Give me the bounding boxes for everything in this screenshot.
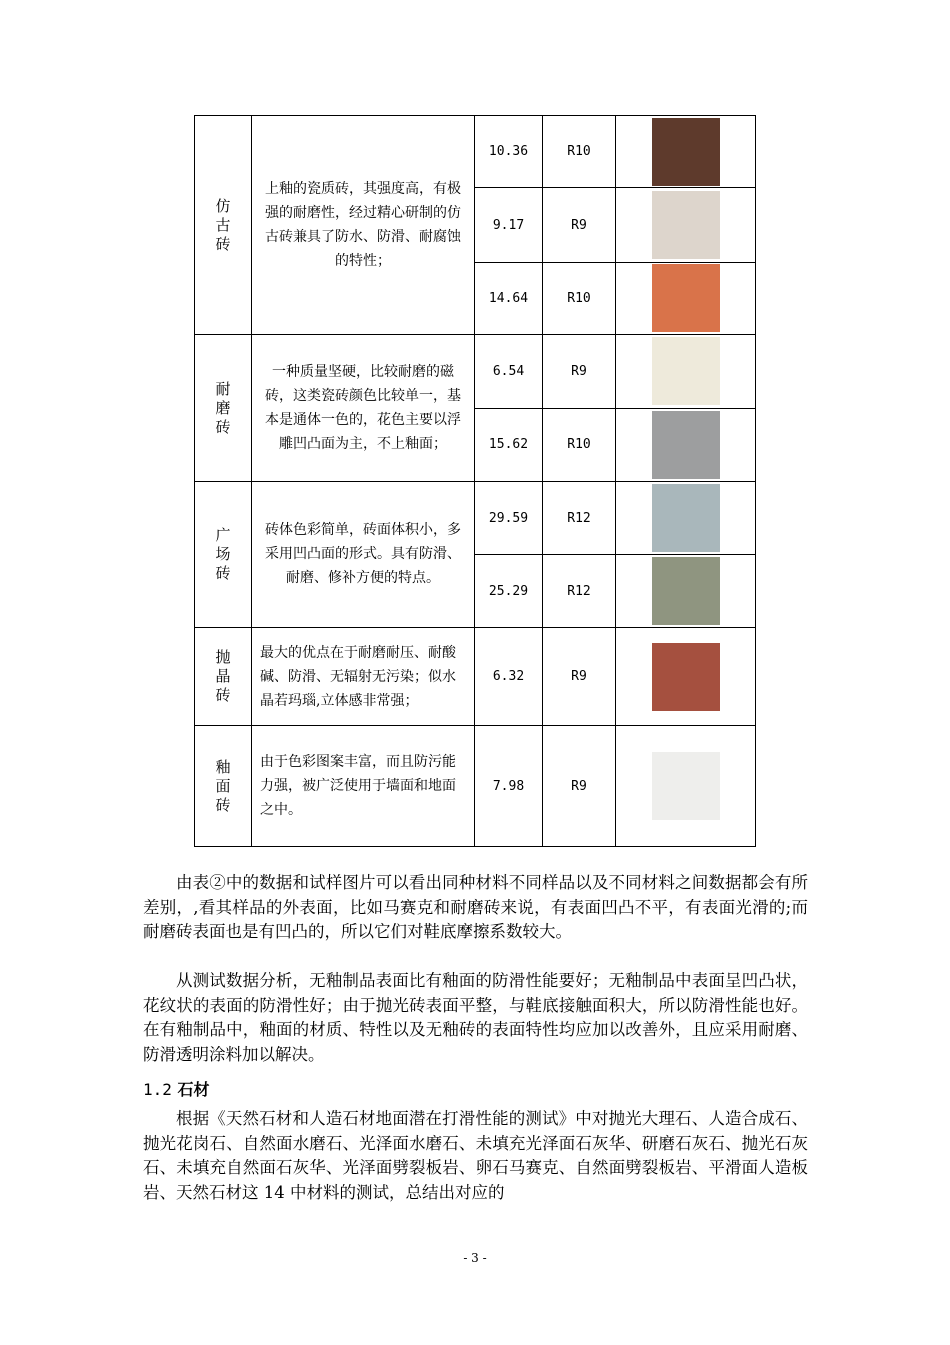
tile-description: 由于色彩图案丰富，而且防污能力强，被广泛使用于墙面和地面之中。 xyxy=(260,754,456,819)
friction-value: 15.62 xyxy=(475,408,543,481)
tile-type-label: 广场砖 xyxy=(215,525,231,582)
tile-sample-image xyxy=(652,118,720,186)
tile-type-label: 仿古砖 xyxy=(215,196,231,253)
tile-data-table xyxy=(194,115,756,847)
tile-sample-image xyxy=(652,643,720,711)
section-number: 1.2 xyxy=(143,1080,172,1099)
tile-description-cell xyxy=(252,116,475,335)
sample-image-cell xyxy=(616,408,756,481)
sample-image-cell xyxy=(616,627,756,726)
friction-value: 6.54 xyxy=(475,335,543,408)
slip-grade: R10 xyxy=(543,408,616,481)
tile-type-label: 釉面砖 xyxy=(215,757,231,814)
tile-type-cell xyxy=(195,481,252,627)
paragraph-3: 根据《天然石材和人造石材地面潜在打滑性能的测试》中对抛光大理石、人造合成石、抛光花岗石、自然面水磨石、光泽面水磨石、未填充光泽面石灰华、研磨石灰石、抛光石灰石、未填充自然面石灰华、光泽面劈裂板岩、卵石马赛克、自然面劈裂板岩、平滑面人造板岩、天然石材这 14 中材料的测试，总结出对应的 xyxy=(143,1109,808,1202)
tile-sample-image xyxy=(652,557,720,625)
friction-value: 25.29 xyxy=(475,555,543,627)
table-row xyxy=(195,627,756,726)
tile-description: 一种质量坚硬，比较耐磨的磁砖，这类瓷砖颜色比较单一，基本是通体一色的，花色主要以浮雕凹凸面为主，不上釉面； xyxy=(265,364,461,453)
tile-description-cell xyxy=(252,481,475,627)
slip-grade: R10 xyxy=(543,262,616,334)
paragraph-1: 由表②中的数据和试样图片可以看出同种材料不同样品以及不同材料之间数据都会有所差别，,看其样品的外表面，比如马赛克和耐磨砖来说，有表面凹凸不平，有表面光滑的;而耐磨砖表面也是有凹凸的，所以它们对鞋底摩擦系数较大。 xyxy=(143,873,808,941)
tile-sample-image xyxy=(652,484,720,552)
sample-image-cell xyxy=(616,116,756,188)
tile-description: 砖体色彩简单，砖面体积小，多采用凹凸面的形式。具有防滑、耐磨、修补方便的特点。 xyxy=(265,522,461,587)
slip-grade: R10 xyxy=(543,116,616,188)
tile-type-cell xyxy=(195,116,252,335)
slip-grade: R9 xyxy=(543,188,616,262)
friction-value: 10.36 xyxy=(475,116,543,188)
tile-description: 最大的优点在于耐磨耐压、耐酸碱、防滑、无辐射无污染；似水晶若玛瑙,立体感非常强； xyxy=(260,644,456,709)
tile-type-label: 耐磨砖 xyxy=(215,379,231,436)
tile-description-cell xyxy=(252,627,475,726)
tile-type-label: 抛晶砖 xyxy=(215,648,231,705)
slip-grade: R12 xyxy=(543,555,616,627)
tile-sample-image xyxy=(652,191,720,259)
slip-grade: R9 xyxy=(543,726,616,847)
sample-image-cell xyxy=(616,262,756,334)
section-title: 石材 xyxy=(177,1080,210,1099)
tile-type-cell xyxy=(195,726,252,847)
sample-image-cell xyxy=(616,188,756,262)
friction-value: 7.98 xyxy=(475,726,543,847)
slip-grade: R9 xyxy=(543,627,616,726)
sample-image-cell xyxy=(616,555,756,627)
tile-description-cell xyxy=(252,726,475,847)
table-row xyxy=(195,481,756,554)
tile-description-cell xyxy=(252,335,475,482)
sample-image-cell xyxy=(616,481,756,554)
friction-value: 14.64 xyxy=(475,262,543,334)
friction-value: 29.59 xyxy=(475,481,543,554)
friction-value: 6.32 xyxy=(475,627,543,726)
slip-grade: R12 xyxy=(543,481,616,554)
sample-image-cell xyxy=(616,335,756,408)
tile-sample-image xyxy=(652,264,720,332)
slip-grade: R9 xyxy=(543,335,616,408)
tile-type-cell xyxy=(195,335,252,482)
section-heading xyxy=(143,1077,210,1100)
table-row xyxy=(195,726,756,847)
tile-sample-image xyxy=(652,752,720,820)
tile-description: 上釉的瓷质砖，其强度高，有极强的耐磨性，经过精心研制的仿古砖兼具了防水、防滑、耐腐蚀的特性； xyxy=(265,181,461,270)
sample-image-cell xyxy=(616,726,756,847)
table-row xyxy=(195,116,756,188)
table-row xyxy=(195,335,756,408)
paragraph-2: 从测试数据分析，无釉制品表面比有釉面的防滑性能要好；无釉制品中表面呈凹凸状，花纹状的表面的防滑性好；由于抛光砖表面平整，与鞋底接触面积大，所以防滑性能也好。在有釉制品中，釉面的材质、特性以及无釉砖的表面特性均应加以改善外，且应采用耐磨、防滑透明涂料加以解决。 xyxy=(143,971,808,1064)
tile-type-cell xyxy=(195,627,252,726)
page-number: - 3 - xyxy=(463,1251,487,1265)
tile-sample-image xyxy=(652,411,720,479)
tile-sample-image xyxy=(652,337,720,405)
friction-value: 9.17 xyxy=(475,188,543,262)
